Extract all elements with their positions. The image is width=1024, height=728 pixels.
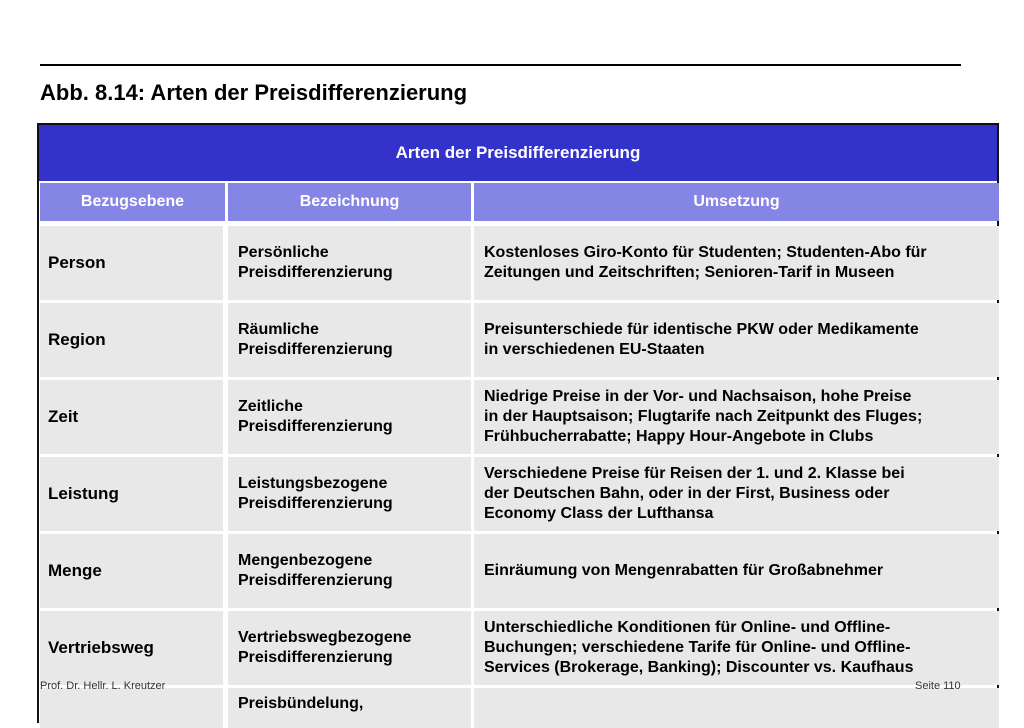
column-header-umsetzung: Umsetzung xyxy=(474,183,999,221)
name-line: Preisdifferenzierung xyxy=(238,418,393,435)
impl-line: der Deutschen Bahn, oder in der First, Business oder xyxy=(484,485,890,502)
top-rule xyxy=(40,64,961,66)
name-line: Leistungsbezogene xyxy=(238,475,388,492)
row-region-name xyxy=(228,303,471,377)
name-line: Zeitliche xyxy=(238,398,303,415)
row-zeit-impl xyxy=(474,380,999,454)
impl-line: Niedrige Preise in der Vor- und Nachsaison, hohe Preise xyxy=(484,388,912,405)
name-line: Persönliche xyxy=(238,244,329,261)
impl-line: in der Hauptsaison; Flugtarife nach Zeitpunkt des Fluges; xyxy=(484,408,923,425)
row-buendelung-level xyxy=(40,688,223,728)
name-line: Preisbündelung, xyxy=(238,695,364,712)
impl-line: Economy Class der Lufthansa xyxy=(484,505,714,522)
impl-line: Buchungen; verschiedene Tarife für Online- und Offline- xyxy=(484,639,911,656)
name-line: Mengenbezogene xyxy=(238,552,373,569)
row-person-impl xyxy=(474,226,999,300)
row-region-impl xyxy=(474,303,999,377)
row-menge-impl xyxy=(474,534,999,608)
name-line: Preisdifferenzierung xyxy=(238,572,393,589)
row-vertriebsweg-level: Vertriebsweg xyxy=(40,611,223,685)
row-vertriebsweg-name xyxy=(228,611,471,685)
row-leistung-name xyxy=(228,457,471,531)
row-menge-level: Menge xyxy=(40,534,223,608)
row-leistung-impl xyxy=(474,457,999,531)
row-buendelung-impl xyxy=(474,688,999,728)
row-region-level: Region xyxy=(40,303,223,377)
name-line: Räumliche xyxy=(238,321,319,338)
table-header: Arten der Preisdifferenzierung xyxy=(39,125,997,181)
row-menge-name xyxy=(228,534,471,608)
name-line: Preisdifferenzierung xyxy=(238,495,393,512)
impl-line: Einräumung von Mengenrabatten für Großabnehmer xyxy=(484,562,884,579)
row-person-name xyxy=(228,226,471,300)
impl-line: Kostenloses Giro-Konto für Studenten; Studenten-Abo für xyxy=(484,244,927,261)
row-vertriebsweg-impl xyxy=(474,611,999,685)
name-line: Preisdifferenzierung xyxy=(238,341,393,358)
footer-author: Prof. Dr. Hellr. L. Kreutzer xyxy=(40,680,166,692)
impl-line: Unterschiedliche Konditionen für Online- und Offline- xyxy=(484,619,891,636)
row-zeit-name xyxy=(228,380,471,454)
name-line: Preisdifferenzierung xyxy=(238,649,393,666)
price-differentiation-table xyxy=(37,123,999,723)
row-buendelung-name xyxy=(228,688,471,728)
column-header-bezugsebene: Bezugsebene xyxy=(40,183,225,221)
name-line: Preisdifferenzierung xyxy=(238,264,393,281)
name-line: Vertriebswegbezogene xyxy=(238,629,412,646)
footer-page: Seite 110 xyxy=(915,680,961,692)
impl-line: Verschiedene Preise für Reisen der 1. und 2. Klasse bei xyxy=(484,465,905,482)
row-leistung-level: Leistung xyxy=(40,457,223,531)
column-header-bezeichnung: Bezeichnung xyxy=(228,183,471,221)
row-zeit-level: Zeit xyxy=(40,380,223,454)
figure-title: Abb. 8.14: Arten der Preisdifferenzierung xyxy=(40,80,468,105)
impl-line: Frühbucherrabatte; Happy Hour-Angebote in Clubs xyxy=(484,428,874,445)
impl-line: in verschiedenen EU-Staaten xyxy=(484,341,705,358)
impl-line: Preisunterschiede für identische PKW oder Medikamente xyxy=(484,321,919,338)
impl-line: Zeitungen und Zeitschriften; Senioren-Tarif in Museen xyxy=(484,264,895,281)
impl-line: Services (Brokerage, Banking); Discounter vs. Kaufhaus xyxy=(484,659,914,676)
row-person-level: Person xyxy=(40,226,223,300)
